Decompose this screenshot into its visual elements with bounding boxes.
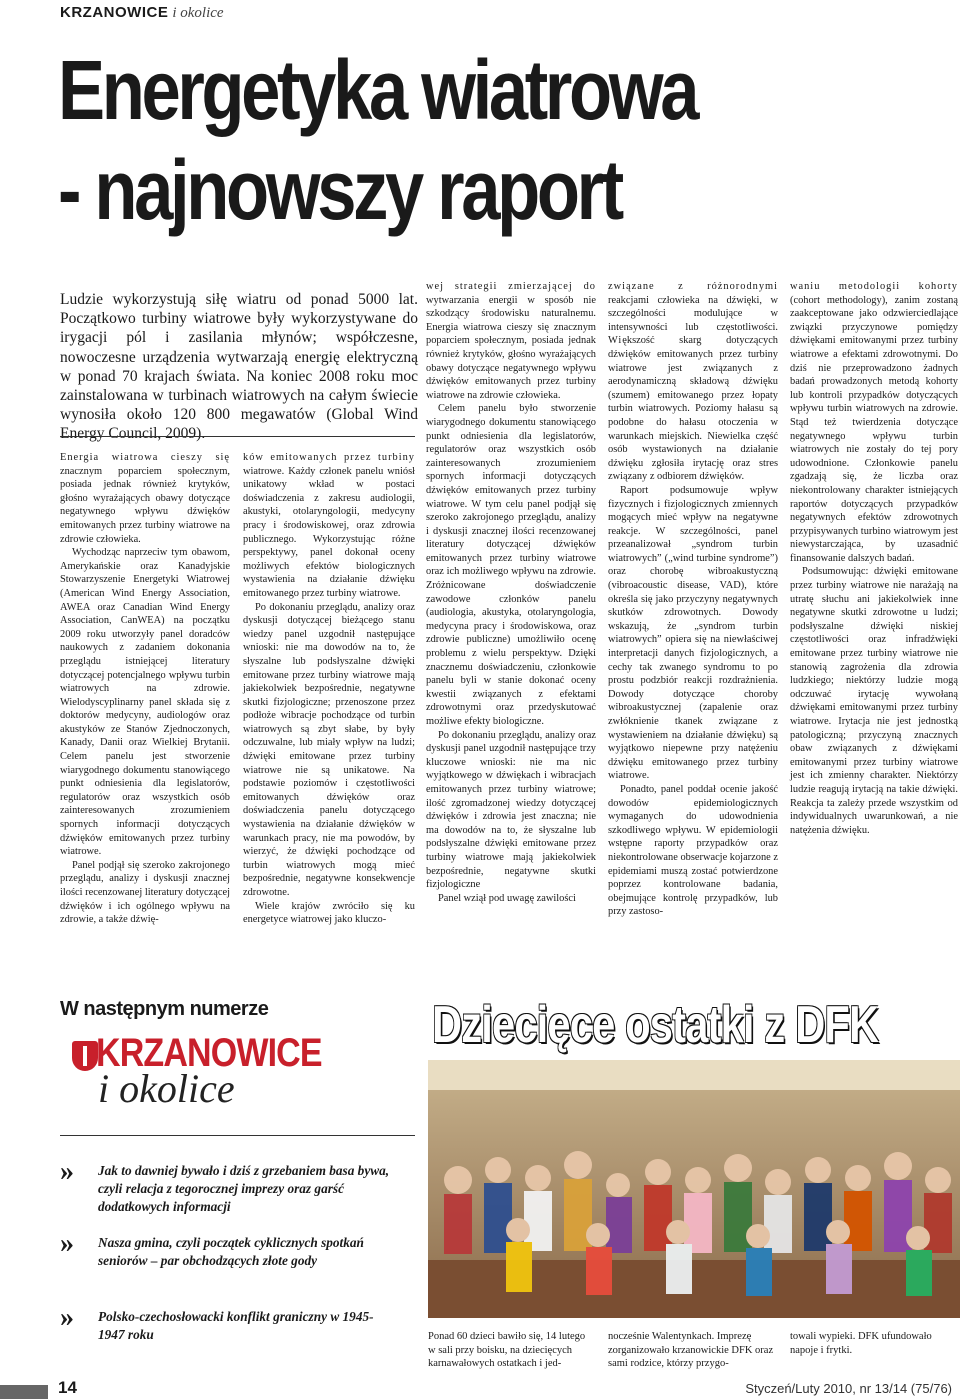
article-column-2 [243, 451, 415, 927]
promo-item-text: Nasza gmina, czyli początek cyklicznych spotkań seniorów – par obchodzących złote gody [98, 1235, 364, 1268]
paragraph: Panel wziął pod uwagę zawilości [438, 892, 576, 904]
photo-caption-2: nocześnie Walentynkach. Imprezę zorganizowało krzanowickie DFK oraz sami rodzice, którzy przygo- [608, 1331, 774, 1370]
photo-caption-3: towali wypieki. DFK ufundowało napoje i frytki. [790, 1331, 932, 1356]
promo-item [60, 1156, 390, 1216]
promo-item [60, 1302, 390, 1344]
logo-name: KRZANOWICE [96, 1031, 322, 1075]
paragraph: Celem panelu było stworzenie wiarygodnego dokumentu stanowiącego punkt odniesienia dla legislatorów, regulatorów oraz wszystkich osób zainteresowanych zrozumieniem spornych informacji dotyczących dźwięków emitowanych przez turbiny wiatrowe. W tym celu panel podjął się szeroko zakrojonego przeglądu, analizy i dyskusji znacznej ilości recenzowanej literatury dotyczącej dźwięków emitowanych przez turbiny wiatrowe oraz ich możliwego wpływu na zdrowie. Zróżnicowane doświadczenie zawodowe członków panelu (audiologia, akustyka, otolaryngologia, medycyna pracy i środowiskowa, oraz zdrowie publiczne) umożliwiło ocenę problemu z wielu perspektyw. Dzięki znacznemu doświadczeniu, członkowie panelu byli w stanie dokonać oceny kwestii związanych z efektami zdrowotnymi oraz przedyskutować możliwe efekty biologiczne. [426, 403, 596, 727]
paragraph: waniu metodologii kohorty (cohort methodology), zanim zostaną zaakceptowane jako odzwierciedlające związki przyczynowe pomiędzy dźwiękami emitowanymi przez turbiny wiatrowe a efektami zdrowotnymi. Do dziś nie przeprowadzono żadnych badań prowadzonych metodą kohorty lub kontroli przypadków dotyczących wpływu turbin wiatrowych na zdrowie. Stąd też twierdzenia dotyczące negatywnego wpływu turbin wiatrowych nie zostały do tej pory udowodnione. Członkowie panelu zgadzają się, że liczba oraz niekontrolowany charakter istniejących raportów dotyczących przypadków negatywnych efektów zdrowotnych przypisywanych turbino wiatrowym jest niewystarczająca, by uzasadnić finansowanie dalszych badań. [790, 281, 958, 564]
promo-divider [60, 1135, 415, 1136]
promo-item-text: Jak to dawniej bywało i dziś z grzebaniem basa bywa, czyli relacja z tegorocznej imprezy oraz garść dodatkowych informacji [98, 1163, 390, 1214]
article-column-3 [426, 280, 596, 905]
chevron-icon: » [60, 1156, 74, 1187]
promo-item [60, 1228, 390, 1270]
paragraph: ków emitowanych przez turbiny wiatrowe. Każdy członek panelu wniósł unikatowy wkład w postaci doświadczenia z zakresu audiologii, akustyki, otolaryngologii, medycyny pracy i środowiskowej, oraz zdrowia publicznego. Wykorzystując różne perspektywy, panel dokonał oceny możliwych efektów biologicznych wystawienia na działanie dźwięku emitowanego przez turbiny wiatrowe. [243, 452, 415, 599]
logo-subtitle: i okolice [98, 1066, 235, 1111]
section-brand: KRZANOWICE [60, 4, 169, 21]
chevron-icon: » [60, 1228, 74, 1259]
paragraph: związane z różnorodnymi reakcjami człowieka na dźwięki, w szczególności modulujące w intensywności lub częstotliwości. Większość skarg dotyczących dźwięków emitowanych przez turbiny wiatrowe jest związanych z aerodynamiczną składową dźwięku (szumem) emitowanego przez łopaty turbin wiatrowych. Poziomy hałasu są podobne do hałasu otoczenia w warunkach miejskich. Niewielka część osób wystawionych na działanie dźwięku zgłosiła irytację oraz stres związany z odbiorem dźwięków. [608, 281, 778, 483]
paragraph: Po dokonaniu przeglądu, analizy oraz dyskusji panel uzgodnił następujące trzy kluczowe wnioski: nie ma nic wyjątkowego w dźwiękach i wibracjach emitowanych przez turbiny wiatrowe; ilość zgromadzonej wiedzy dotyczącej dźwięków i zdrowia jest znaczna; nie ma dowodów na to, że słyszalne lub podsłyszalne dźwięki emitowane przez turbiny wiatrowe mają jakiekolwiek bezpośrednie, negatywne skutki fizjologiczne [426, 729, 596, 891]
lead-divider [60, 436, 415, 437]
issue-info: Styczeń/Luty 2010, nr 13/14 (75/76) [745, 1381, 952, 1396]
magazine-logo [60, 1025, 415, 1111]
page-number: 14 [58, 1378, 77, 1397]
children-party-photo [428, 1060, 960, 1318]
next-issue-box [60, 990, 415, 1340]
section-header [60, 4, 224, 22]
paragraph: Ponadto, panel poddał ocenie jakość dowodów epidemiologicznych wymaganych do udowodnienia szkodliwego wpływu. W epidemiologii wstępne raporty przypadków oraz niekontrolowane obserwacje kojarzone z epidemiami muszą zostać potwierdzone poprzez kontrolowane badania, obejmujące kontrolę przypadków, lub przy zastoso- [608, 783, 778, 918]
promo-item-text: Polsko-czechosłowacki konflikt graniczny w 1945-1947 roku [98, 1309, 374, 1342]
section-brand-sub: i okolice [172, 5, 224, 21]
title-line-1: Energetyka wiatrowa [58, 43, 697, 137]
article-title [58, 40, 797, 240]
title-line-2: - najnowszy raport [58, 143, 621, 237]
next-issue-heading: W następnym numerze [60, 998, 269, 1020]
paragraph: Wychodząc naprzeciw tym obawom, Amerykańskie oraz Kanadyjskie Stowarzyszenie Energetyki Wiatrowej (American Wind Energy Association, AWEA oraz Canadian Wind Energy Association, CanWEA) na początku 2009 roku utworzyły panel doradców naukowych z zadaniem dokonania przeglądu istniejącej literatury dotyczącej potencjalnego wpływu turbin wiatrowych na zdrowie. Wielodyscyplinarny panel składa się z doktorów medycyny, audiologów oraz akustyków ze Stanów Zjednoczonych, Kanady, Danii oraz Wielkiej Brytanii. Celem panelu jest stworzenie wiarygodnego dokumentu stanowiącego punkt odniesienia dla legislatorów, regulatorów oraz wszystkich osób zainteresowanych zrozumieniem spornych informacji dotyczących dźwięków emitowanych przez turbiny wiatrowe. [60, 547, 230, 858]
paragraph: Po dokonaniu przeglądu, analizy oraz dyskusji dotyczącej bieżącego stanu wiedzy panel uzgodnił następujące wnioski: nie ma dowodów na to, że słyszalne lub podsłyszalne dźwięki emitowane przez turbiny wiatrowe mają jakiekolwiek bezpośrednie, negatywne skutki fizjologiczne; przenoszone przez podłoże wibracje pochodzące od turbin wiatrowych są zbyt słabe, by były odczuwalne, lub miały wpływ na ludzi; dźwięki emitowane przez turbiny wiatrowe nie są unikatowe. Na podstawie poziomów i częstotliwości emitowanych dźwięków oraz doświadczenia panelu dotyczącego wystawienia na działanie dźwięków w warunkach pracy, nie ma powodów, by wierzyć, że dźwięki pochodzące od turbin wiatrowych mogą mieć bezpośrednie, negatywne konsekwencje zdrowotne. [243, 601, 415, 898]
coat-of-arms-icon [72, 1041, 98, 1071]
footer-bar [0, 1385, 48, 1399]
chevron-icon: » [60, 1302, 74, 1333]
paragraph: wej strategii zmierzającej do wytwarzania energii w sposób nie szkodzący środowisku naturalnemu. Energia wiatrowa cieszy się znacznym poparciem społecznym, posiada jednak również krytyków, głośno wyrażających obawy dotyczące negatywnego wpływu dźwięków emitowanych przez turbiny wiatrowe na zdrowie człowieka. [426, 281, 596, 401]
photo-illustration [428, 1060, 960, 1318]
dfk-article-title: Dziecięce ostatki z DFK [432, 996, 879, 1054]
photo-caption-1: Ponad 60 dzieci bawiło się, 14 lutego w sali przy boisku, na dziecięcych karnawałowych ostatkach i jed- [428, 1331, 586, 1370]
paragraph: Energia wiatrowa cieszy się znacznym poparciem społecznym, posiada jednak również krytyków, głośno wyrażających obawy dotyczące negatywnego wpływu dźwięków emitowanych przez turbiny wiatrowe na zdrowie człowieka. [60, 452, 230, 545]
paragraph: Podsumowując: dźwięki emitowane przez turbiny wiatrowe nie narażają na utratę słuchu ani jakiekolwiek inne negatywne skutki zdrowotne u ludzi; podsłyszalne dźwięki niskiej częstotliwości oraz infradźwięki emitowane przez turbiny wiatrowe nie stanowią zagrożenia dla zdrowia ludzkiego; niektórzy ludzie mogą odczuwać irytację wywołaną dźwiękami emitowanymi przez turbiny wiatrowe. Irytacja nie jest jednostką patologiczną; przyczyną znacznych obaw związanych z dźwiękami emitowanymi przez turbiny wiatrowe jest ich zmienny charakter. Niektórzy ludzie reagują irytacją na takie dźwięki. Reakcja ta zależy przede wszystkim od indywidualnych uwarunkowań, a nie natężenia dźwięku. [790, 566, 958, 836]
paragraph: Panel podjął się szeroko zakrojonego przeglądu, analizy i dyskusji znacznej ilości recenzowanej literatury dotyczącej dźwięków i ich ogólnego wpływu na zdrowie, a także dźwię- [60, 859, 230, 926]
lead-paragraph: Ludzie wykorzystują siłę wiatru od ponad 5000 lat. Początkowo turbiny wiatrowe były wykorzystywane do irygacji pól i zasilania młynów; współczesne, nowoczesne urządzenia wytwarzają energię elektryczną w ponad 70 krajach świata. Na koniec 2008 roku moc zainstalowana w turbinach wiatrowych na całym świecie wynosiła około 120 800 megawatów (Global Wind Energy Council, 2009). [60, 291, 418, 443]
paragraph: Wiele krajów zwróciło się ku energetyce wiatrowej jako kluczo- [243, 900, 415, 926]
paragraph: Raport podsumowuje wpływ fizycznych i fizjologicznych zmiennych mogących mieć wpływ na negatywne reakcje. W szczególności, panel przeanalizował „syndrom turbin wiatrowych” („wind turbine syndrome”) oraz chorobę wibroakustyczną (vibroacoustic disease, VAD), które określa się jako przyczyny negatywnych skutków zdrowotnych. Dowody wskazują, że „syndrom turbin wiatrowych” opiera się na niewłaściwej interpretacji danych fizjologicznych, a cechy tak zwanego syndromu to po prostu podzbiór reakcji rozdrażnienia. Dowody dotyczące choroby wibroakustycznej (zapalenie oraz zwłóknienie tkanek związane z wystawieniem na działanie dźwięku) są wyjątkowo niepewne przy natężeniu dźwięku emitowanego przez turbiny wiatrowe. [608, 484, 778, 782]
article-column-1 [60, 451, 230, 927]
article-column-4 [608, 280, 778, 919]
article-column-5 [790, 280, 958, 837]
